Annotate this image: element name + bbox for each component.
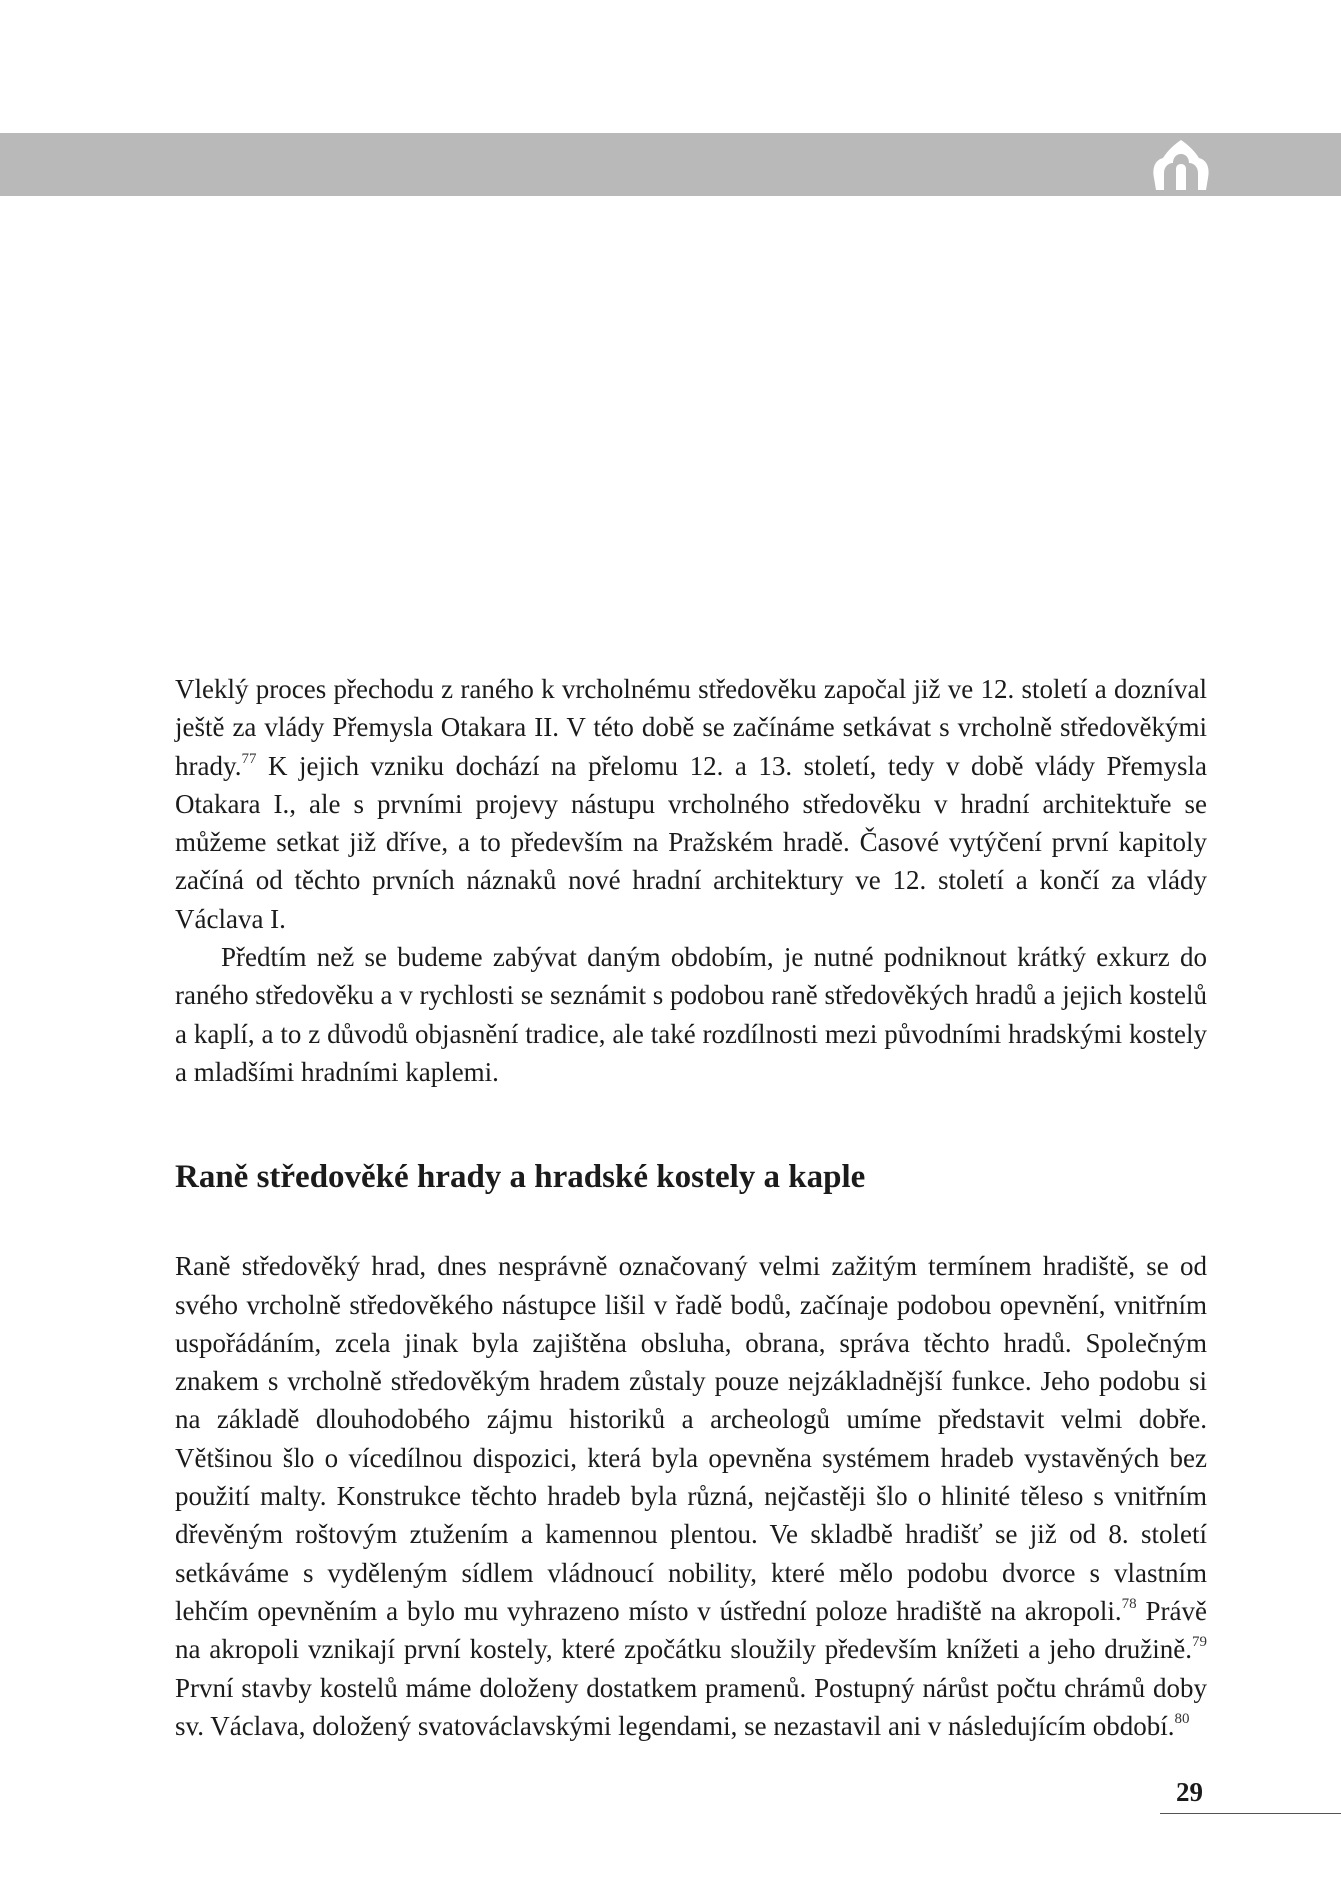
paragraph-1 xyxy=(175,670,1207,938)
paragraph-3 xyxy=(175,1247,1207,1745)
paragraph-1-text-1: Vleklý proces přechodu z raného k vrcholnému středověku započal již ve 12. století a dozníval ještě za vlády Přemysla Otakara II. V této době se začínáme setkávat s vrcholně středověkými hrady. xyxy=(175,674,1207,781)
section-heading: Raně středověké hrady a hradské kostely a kaple xyxy=(175,1159,866,1196)
paragraph-3-text-2: Právě na akropoli vznikají první kostely, které zpočátku sloužily především knížeti a jeho družině. xyxy=(175,1595,1207,1665)
footnote-ref-77: 77 xyxy=(241,750,257,767)
footer-rule xyxy=(1160,1813,1341,1814)
page-number: 29 xyxy=(1176,1777,1203,1807)
paragraph-2-text: Předtím než se budeme zabývat daným obdobím, je nutné podniknout krátký exkurz do raného středověku a v rychlosti se seznámit s podobou raně středověkých hradů a jejich kostelů a kaplí, a to z důvodů objasnění tradice, ale také rozdílnosti mezi původními hradskými kostely a mladšími hradními kaplemi. xyxy=(175,942,1207,1087)
footnote-ref-80: 80 xyxy=(1174,1710,1190,1727)
header-band xyxy=(0,133,1341,196)
paragraph-2 xyxy=(175,938,1207,1091)
paragraph-3-text-3: První stavby kostelů máme doloženy dostatkem pramenů. Postupný nárůst počtu chrámů doby sv. Václava, doložený svatováclavskými legendami, se nezastavil ani v následujícím období. xyxy=(175,1672,1207,1741)
trefoil-arch-icon xyxy=(1152,138,1210,192)
footnote-ref-79: 79 xyxy=(1192,1634,1207,1651)
paragraph-3-text-1: Raně středověký hrad, dnes nesprávně označovaný velmi zažitým termínem hradiště, se od svého vrcholně středověkého nástupce lišil v řadě bodů, začínaje podobou opevnění, vnitřním uspořádáním, zcela jinak byla zajištěna obsluha, obrana, správa těchto hradů. Společným znakem s vrcholně středověkým hradem zůstaly pouze nejzákladnější funkce. Jeho podobu si na základě dlouhodobého zájmu historiků a archeologů umíme představit velmi dobře. Většinou šlo o vícedílnou dispozici, která byla opevněna systémem hradeb vystavěných bez použití malty. Konstrukce těchto hradeb byla různá, nejčastěji šlo o hlinité těleso s vnitřním dřevěným roštovým ztužením a kamennou plentou. Ve skladbě hradišť se již od 8. století setkáváme s vyděleným sídlem vládnoucí nobility, které mělo podobu dvorce s vlastním lehčím opevněním a bylo mu vyhrazeno místo v ústřední poloze hradiště na akropoli. xyxy=(175,1251,1207,1626)
footnote-ref-78: 78 xyxy=(1121,1595,1137,1612)
paragraph-1-text-2: K jejich vzniku dochází na přelomu 12. a 13. století, tedy v době vlády Přemysla Otakara I., ale s prvními projevy nástupu vrcholného středověku v hradní architektuře se můžeme setkat již dříve, a to především na Pražském hradě. Časové vytýčení první kapitoly začíná od těchto prvních náznaků nové hradní architektury ve 12. století a končí za vlády Václava I. xyxy=(175,750,1207,934)
main-content xyxy=(175,670,1207,1745)
